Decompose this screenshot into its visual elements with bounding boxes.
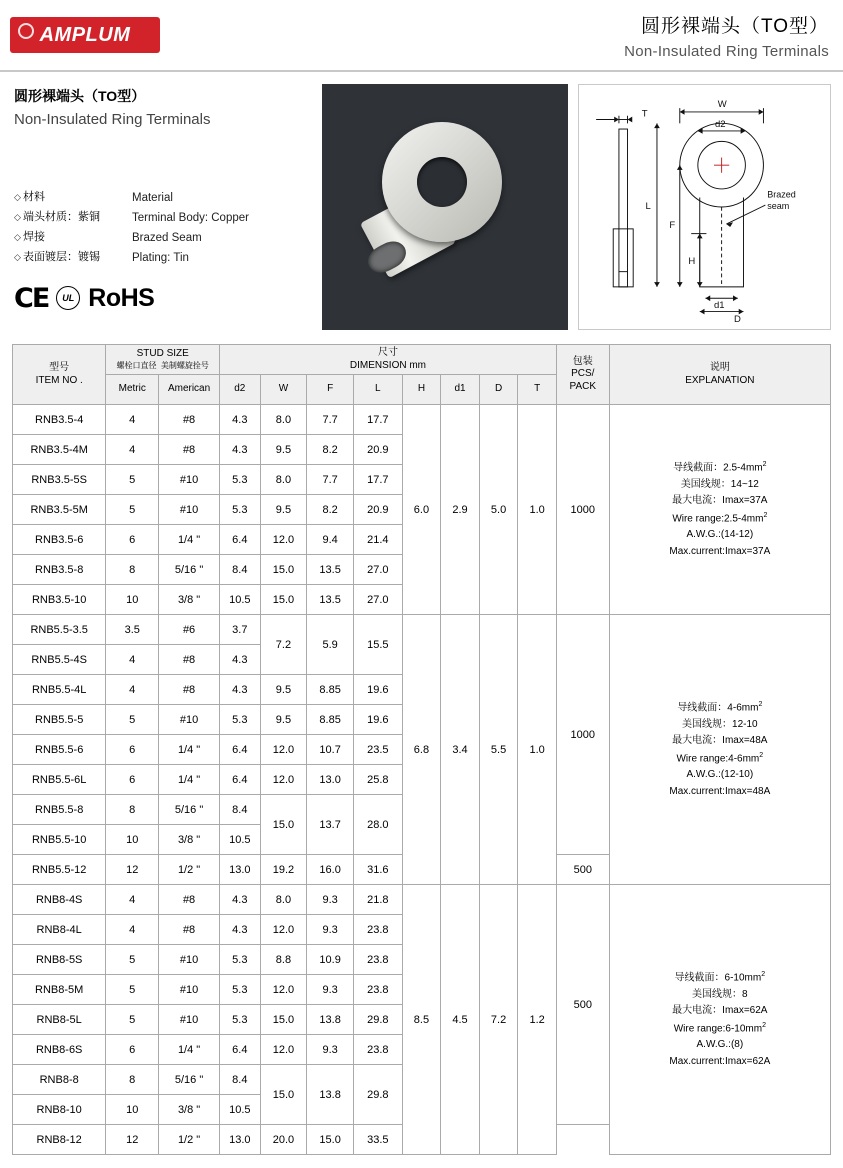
cell-model: RNB3.5-4 bbox=[13, 405, 106, 435]
cell-w: 15.0 bbox=[260, 555, 307, 585]
cell-model: RNB5.5-4L bbox=[13, 675, 106, 705]
cell-w: 15.0 bbox=[260, 1065, 307, 1125]
cell-l: 31.6 bbox=[353, 855, 402, 885]
cell-d2: 4.3 bbox=[220, 915, 261, 945]
cell-w: 12.0 bbox=[260, 765, 307, 795]
cell-d2: 13.0 bbox=[220, 1125, 261, 1155]
cell-metric: 6 bbox=[106, 765, 159, 795]
cell-explanation: 导线截面：$6-10mm^2$ 美国线规：8 最大电流：Imax=62A Wire $range:6-10mm^2$ A.W.G.:(8) Max.current:Imax=62A bbox=[609, 885, 830, 1155]
col-header-stud-size: STUD SIZE 螺栓口直径 美制螺旋拴号 bbox=[106, 345, 220, 375]
col-header-w: W bbox=[260, 375, 307, 405]
col-header-pack: 包装 PCS/ PACK bbox=[556, 345, 609, 405]
page-header bbox=[0, 0, 843, 72]
cell-model: RNB3.5-10 bbox=[13, 585, 106, 615]
cell-pack: 500 bbox=[556, 855, 609, 885]
cell-w: 8.0 bbox=[260, 405, 307, 435]
cell-model: RNB8-8 bbox=[13, 1065, 106, 1095]
cell-model: RNB8-12 bbox=[13, 1125, 106, 1155]
cell-l: 15.5 bbox=[353, 615, 402, 675]
cell-pack: 1000 bbox=[556, 405, 609, 615]
cell-model: RNB8-5S bbox=[13, 945, 106, 975]
cell-metric: 10 bbox=[106, 825, 159, 855]
col-header-item: 型号 ITEM NO . bbox=[13, 345, 106, 405]
cell-american: 5/16 " bbox=[159, 555, 220, 585]
cell-f: 8.85 bbox=[307, 705, 354, 735]
col-header-d2: d2 bbox=[220, 375, 261, 405]
cell-d2: 8.4 bbox=[220, 1065, 261, 1095]
list-item bbox=[14, 188, 312, 208]
drawing-label-F: F bbox=[669, 219, 676, 231]
table-head bbox=[13, 345, 831, 405]
cell-l: 25.8 bbox=[353, 765, 402, 795]
rohs-icon: RoHS bbox=[88, 283, 155, 312]
table-row bbox=[13, 885, 831, 915]
drawing-label-T: T bbox=[641, 108, 648, 120]
specification-table bbox=[12, 344, 831, 1155]
list-item bbox=[14, 228, 312, 248]
cell-model: RNB8-4L bbox=[13, 915, 106, 945]
cell-f: 7.7 bbox=[307, 465, 354, 495]
cell-l: 29.8 bbox=[353, 1005, 402, 1035]
cell-d1: 2.9 bbox=[441, 405, 480, 615]
cell-pack: 1000 bbox=[556, 615, 609, 855]
cell-metric: 6 bbox=[106, 1035, 159, 1065]
specification-table-wrap bbox=[0, 330, 843, 1155]
cell-w: 9.5 bbox=[260, 675, 307, 705]
cell-american: 1/4 " bbox=[159, 525, 220, 555]
cell-d2: 6.4 bbox=[220, 735, 261, 765]
cell-metric: 8 bbox=[106, 555, 159, 585]
cell-t: 1.0 bbox=[518, 405, 557, 615]
cell-model: RNB5.5-6L bbox=[13, 765, 106, 795]
cell-metric: 6 bbox=[106, 735, 159, 765]
cell-l: 21.8 bbox=[353, 885, 402, 915]
cell-american: 5/16 " bbox=[159, 1065, 220, 1095]
terminal-ring-hole bbox=[417, 157, 467, 207]
cell-american: #10 bbox=[159, 465, 220, 495]
cell-f: 8.85 bbox=[307, 675, 354, 705]
cell-w: 12.0 bbox=[260, 735, 307, 765]
cell-d2: 5.3 bbox=[220, 495, 261, 525]
cell-metric: 4 bbox=[106, 915, 159, 945]
cell-metric: 8 bbox=[106, 795, 159, 825]
cell-metric: 4 bbox=[106, 405, 159, 435]
cell-f: 7.7 bbox=[307, 405, 354, 435]
cell-w: 20.0 bbox=[260, 1125, 307, 1155]
technical-drawing bbox=[578, 84, 831, 330]
cell-d2: 4.3 bbox=[220, 645, 261, 675]
cell-d2: 4.3 bbox=[220, 435, 261, 465]
cell-metric: 5 bbox=[106, 705, 159, 735]
cell-w: 15.0 bbox=[260, 1005, 307, 1035]
cell-d2: 5.3 bbox=[220, 975, 261, 1005]
cell-american: #8 bbox=[159, 885, 220, 915]
drawing-callout-brazed: Brazed bbox=[767, 189, 796, 200]
spec-label-cn: ◇ 焊接 bbox=[14, 231, 45, 244]
logo-circle-icon bbox=[18, 23, 34, 39]
cell-f: 8.2 bbox=[307, 495, 354, 525]
cell-w: 15.0 bbox=[260, 585, 307, 615]
cell-f: 10.9 bbox=[307, 945, 354, 975]
drawing-label-d1: d1 bbox=[714, 299, 725, 311]
cell-model: RNB3.5-8 bbox=[13, 555, 106, 585]
cell-model: RNB5.5-5 bbox=[13, 705, 106, 735]
cell-w: 12.0 bbox=[260, 975, 307, 1005]
cell-w: 12.0 bbox=[260, 915, 307, 945]
col-header-d: D bbox=[479, 375, 518, 405]
cell-american: #8 bbox=[159, 675, 220, 705]
cell-american: #8 bbox=[159, 405, 220, 435]
cell-l: 23.8 bbox=[353, 1035, 402, 1065]
cell-h: 6.0 bbox=[402, 405, 441, 615]
cell-l: 23.8 bbox=[353, 975, 402, 1005]
cell-metric: 12 bbox=[106, 1125, 159, 1155]
cell-metric: 12 bbox=[106, 855, 159, 885]
cell-american: #10 bbox=[159, 705, 220, 735]
cell-model: RNB5.5-12 bbox=[13, 855, 106, 885]
cell-d2: 3.7 bbox=[220, 615, 261, 645]
drawing-label-d2: d2 bbox=[714, 119, 726, 131]
cell-metric: 6 bbox=[106, 525, 159, 555]
cell-american: 3/8 " bbox=[159, 825, 220, 855]
col-header-t: T bbox=[518, 375, 557, 405]
cell-w: 12.0 bbox=[260, 525, 307, 555]
drawing-label-W: W bbox=[717, 99, 727, 111]
ce-icon: CE bbox=[14, 282, 49, 314]
cell-model: RNB8-5M bbox=[13, 975, 106, 1005]
cell-model: RNB8-6S bbox=[13, 1035, 106, 1065]
cell-metric: 5 bbox=[106, 1005, 159, 1035]
cell-american: #6 bbox=[159, 615, 220, 645]
cell-l: 20.9 bbox=[353, 495, 402, 525]
cell-w: 8.0 bbox=[260, 885, 307, 915]
cell-w: 15.0 bbox=[260, 795, 307, 855]
cell-metric: 5 bbox=[106, 465, 159, 495]
cell-metric: 3.5 bbox=[106, 615, 159, 645]
cell-metric: 5 bbox=[106, 975, 159, 1005]
list-item bbox=[14, 208, 312, 228]
spec-label-cn: ◇ 端头材质：紫铜 bbox=[14, 211, 100, 224]
product-photo bbox=[322, 84, 568, 330]
cell-model: RNB8-5L bbox=[13, 1005, 106, 1035]
cell-f: 16.0 bbox=[307, 855, 354, 885]
cell-w: 9.5 bbox=[260, 495, 307, 525]
cell-model: RNB3.5-4M bbox=[13, 435, 106, 465]
cell-metric: 10 bbox=[106, 585, 159, 615]
header-title-cn: 圆形裸端头（TO型） bbox=[640, 15, 829, 37]
cell-metric: 4 bbox=[106, 645, 159, 675]
logo-text: AMPLUM bbox=[39, 23, 131, 46]
spec-label-en: Terminal Body: Copper bbox=[132, 212, 249, 225]
col-header-d1: d1 bbox=[441, 375, 480, 405]
cell-explanation: 导线截面：$2.5-4mm^2$ 美国线规：14~12 最大电流：Imax=37A Wire $range:2.5-4mm^2$ A.W.G.:(14-12) Max.current:Imax=37A bbox=[609, 405, 830, 615]
cell-t: 1.0 bbox=[518, 615, 557, 885]
col-header-explanation: 说明 EXPLANATION bbox=[609, 345, 830, 405]
cell-american: 1/4 " bbox=[159, 765, 220, 795]
cell-explanation: 导线截面：$4-6mm^2$ 美国线规：12-10 最大电流：Imax=48A Wire $range:4-6mm^2$ A.W.G.:(12-10) Max.current:Imax=48A bbox=[609, 615, 830, 885]
cell-american: 1/4 " bbox=[159, 735, 220, 765]
cell-american: #8 bbox=[159, 435, 220, 465]
cell-d2: 8.4 bbox=[220, 555, 261, 585]
cell-d1: 3.4 bbox=[441, 615, 480, 885]
col-header-h: H bbox=[402, 375, 441, 405]
header-title-en: Non-Insulated Ring Terminals bbox=[624, 42, 829, 60]
cell-d2: 8.4 bbox=[220, 795, 261, 825]
cell-f: 5.9 bbox=[307, 615, 354, 675]
ul-icon: UL bbox=[56, 286, 80, 310]
cell-metric: 5 bbox=[106, 495, 159, 525]
cell-l: 19.6 bbox=[353, 675, 402, 705]
cell-f: 13.8 bbox=[307, 1065, 354, 1125]
cell-l: 27.0 bbox=[353, 555, 402, 585]
cell-f: 13.7 bbox=[307, 795, 354, 855]
cell-model: RNB3.5-5S bbox=[13, 465, 106, 495]
col-header-f: F bbox=[307, 375, 354, 405]
cell-model: RNB8-10 bbox=[13, 1095, 106, 1125]
cell-w: 7.2 bbox=[260, 615, 307, 675]
cell-w: 9.5 bbox=[260, 435, 307, 465]
cell-h: 8.5 bbox=[402, 885, 441, 1155]
cell-model: RNB8-4S bbox=[13, 885, 106, 915]
cell-metric: 4 bbox=[106, 675, 159, 705]
spec-label-en: Brazed Seam bbox=[132, 232, 202, 245]
cell-american: #8 bbox=[159, 915, 220, 945]
certification-marks bbox=[14, 283, 312, 314]
cell-l: 21.4 bbox=[353, 525, 402, 555]
col-header-american: American bbox=[159, 375, 220, 405]
cell-american: 3/8 " bbox=[159, 585, 220, 615]
cell-f: 13.8 bbox=[307, 1005, 354, 1035]
cell-american: #10 bbox=[159, 945, 220, 975]
cell-l: 23.5 bbox=[353, 735, 402, 765]
cell-model: RNB5.5-3.5 bbox=[13, 615, 106, 645]
cell-d2: 5.3 bbox=[220, 465, 261, 495]
spec-label-cn: ◇ 材料 bbox=[14, 191, 45, 203]
cell-d2: 13.0 bbox=[220, 855, 261, 885]
cell-l: 27.0 bbox=[353, 585, 402, 615]
cell-f: 9.3 bbox=[307, 885, 354, 915]
cell-d2: 5.3 bbox=[220, 1005, 261, 1035]
cell-model: RNB3.5-6 bbox=[13, 525, 106, 555]
top-section bbox=[0, 72, 843, 330]
cell-f: 8.2 bbox=[307, 435, 354, 465]
cell-l: 17.7 bbox=[353, 465, 402, 495]
cell-american: 1/2 " bbox=[159, 855, 220, 885]
cell-d2: 5.3 bbox=[220, 705, 261, 735]
cell-d2: 5.3 bbox=[220, 945, 261, 975]
cell-w: 12.0 bbox=[260, 1035, 307, 1065]
cell-f: 13.5 bbox=[307, 555, 354, 585]
cell-w: 9.5 bbox=[260, 705, 307, 735]
spec-label-en: Material bbox=[132, 192, 173, 204]
company-logo bbox=[10, 17, 160, 53]
cell-t: 1.2 bbox=[518, 885, 557, 1155]
cell-l: 19.6 bbox=[353, 705, 402, 735]
product-info bbox=[12, 84, 312, 330]
cell-american: 3/8 " bbox=[159, 1095, 220, 1125]
cell-l: 20.9 bbox=[353, 435, 402, 465]
product-title-en: Non-Insulated Ring Terminals bbox=[14, 111, 211, 128]
material-spec-list bbox=[14, 188, 312, 269]
cell-d2: 6.4 bbox=[220, 525, 261, 555]
drawing-label-L: L bbox=[645, 200, 651, 212]
cell-d: 5.5 bbox=[479, 615, 518, 885]
cell-f: 9.4 bbox=[307, 525, 354, 555]
cell-american: #10 bbox=[159, 1005, 220, 1035]
cell-model: RNB3.5-5M bbox=[13, 495, 106, 525]
cell-f: 9.3 bbox=[307, 1035, 354, 1065]
product-title-cn: 圆形裸端头（TO型） bbox=[14, 88, 146, 104]
cell-d2: 6.4 bbox=[220, 765, 261, 795]
cell-f: 13.0 bbox=[307, 765, 354, 795]
cell-d2: 4.3 bbox=[220, 675, 261, 705]
list-item bbox=[14, 248, 312, 268]
cell-model: RNB5.5-8 bbox=[13, 795, 106, 825]
col-header-l: L bbox=[353, 375, 402, 405]
spec-label-en: Plating: Tin bbox=[132, 252, 189, 265]
cell-pack: 500 bbox=[556, 885, 609, 1125]
drawing-label-D: D bbox=[733, 314, 741, 326]
cell-d2: 6.4 bbox=[220, 1035, 261, 1065]
cell-h: 6.8 bbox=[402, 615, 441, 885]
drawing-label-H: H bbox=[688, 256, 696, 268]
table-row bbox=[13, 405, 831, 435]
spec-label-cn: ◇ 表面镀层：镀锡 bbox=[14, 251, 100, 264]
cell-american: #10 bbox=[159, 495, 220, 525]
col-header-dimension: 尺寸 DIMENSION mm bbox=[220, 345, 557, 375]
cell-f: 9.3 bbox=[307, 975, 354, 1005]
cell-d2: 4.3 bbox=[220, 885, 261, 915]
cell-model: RNB5.5-4S bbox=[13, 645, 106, 675]
cell-l: 23.8 bbox=[353, 945, 402, 975]
cell-d2: 10.5 bbox=[220, 1095, 261, 1125]
cell-model: RNB5.5-6 bbox=[13, 735, 106, 765]
cell-l: 17.7 bbox=[353, 405, 402, 435]
cell-metric: 4 bbox=[106, 435, 159, 465]
cell-d1: 4.5 bbox=[441, 885, 480, 1155]
cell-f: 10.7 bbox=[307, 735, 354, 765]
table-header-row-1 bbox=[13, 345, 831, 375]
cell-d2: 4.3 bbox=[220, 405, 261, 435]
cell-model: RNB5.5-10 bbox=[13, 825, 106, 855]
cell-f: 13.5 bbox=[307, 585, 354, 615]
cell-l: 23.8 bbox=[353, 915, 402, 945]
cell-l: 29.8 bbox=[353, 1065, 402, 1125]
cell-l: 28.0 bbox=[353, 795, 402, 855]
cell-l: 33.5 bbox=[353, 1125, 402, 1155]
cell-f: 15.0 bbox=[307, 1125, 354, 1155]
cell-metric: 8 bbox=[106, 1065, 159, 1095]
cell-w: 19.2 bbox=[260, 855, 307, 885]
table-row bbox=[13, 615, 831, 645]
cell-american: 1/2 " bbox=[159, 1125, 220, 1155]
cell-american: 5/16 " bbox=[159, 795, 220, 825]
drawing-callout-seam: seam bbox=[767, 200, 790, 211]
cell-metric: 5 bbox=[106, 945, 159, 975]
cell-w: 8.8 bbox=[260, 945, 307, 975]
cell-f: 9.3 bbox=[307, 915, 354, 945]
cell-american: 1/4 " bbox=[159, 1035, 220, 1065]
table-body bbox=[13, 405, 831, 1155]
cell-american: #8 bbox=[159, 645, 220, 675]
cell-d2: 10.5 bbox=[220, 585, 261, 615]
col-header-metric: Metric bbox=[106, 375, 159, 405]
technical-drawing-svg bbox=[579, 85, 830, 329]
cell-metric: 4 bbox=[106, 885, 159, 915]
cell-d2: 10.5 bbox=[220, 825, 261, 855]
cell-metric: 10 bbox=[106, 1095, 159, 1125]
cell-d: 7.2 bbox=[479, 885, 518, 1155]
cell-w: 8.0 bbox=[260, 465, 307, 495]
header-titles bbox=[624, 11, 829, 60]
cell-american: #10 bbox=[159, 975, 220, 1005]
cell-d: 5.0 bbox=[479, 405, 518, 615]
